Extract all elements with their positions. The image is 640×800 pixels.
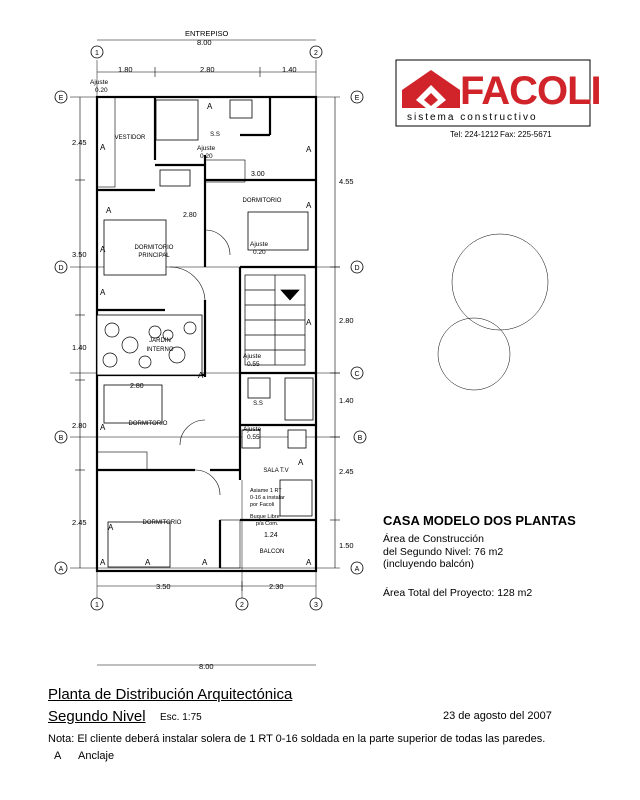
axis-e-left: E (58, 95, 64, 102)
room-label-dormitorio-2: DORMITORIO (128, 421, 168, 427)
anchor-mark: A (100, 245, 106, 254)
axis-c-right: C (354, 371, 360, 378)
dim-top-2: 2.80 (200, 65, 215, 74)
ajuste-value-1: 0.20 (95, 87, 108, 94)
brand-phone: Tel: 224-1212 (450, 130, 499, 139)
anchor-mark: A (202, 558, 208, 567)
drawing-note: Nota: El cliente deberá instalar solera de 1 RT 0-16 soldada en la parte superior de todas las paredes. (48, 733, 546, 745)
inner-dim-300: 3.00 (251, 171, 265, 178)
garden-area (97, 315, 202, 375)
room-label-ss-upper: S.S (210, 132, 220, 138)
axis-a-right: A (354, 566, 360, 573)
brand-fax: Fax: 225-5671 (500, 130, 552, 139)
ajuste-label-4: Ajuste (243, 353, 262, 360)
dim-overall-value: 8.00 (197, 38, 212, 47)
anchor-mark: A (108, 523, 114, 532)
dim-right-2: 2.80 (339, 316, 354, 325)
ajuste-value-2: 0.20 (200, 153, 213, 160)
dim-overall-label: ENTREPISO (185, 29, 229, 38)
room-label-sala-tv: SALA T.V (263, 468, 289, 474)
anchor-mark: A (100, 288, 106, 297)
anchor-mark: A (306, 318, 312, 327)
dim-right-4: 2.45 (339, 467, 354, 476)
room-label-ss-lower: S.S (253, 401, 263, 407)
room-label-dormitorio-1: DORMITORIO (242, 198, 282, 204)
annotation-line-1: Asiame 1 RT (250, 488, 282, 494)
room-label-jardin: JARDIN (149, 338, 171, 344)
axis-2-bottom: 2 (240, 602, 244, 609)
anchor-mark: A (198, 371, 204, 380)
dim-bottom-overall: 8.00 (199, 662, 214, 671)
project-total-area: Área Total del Proyecto: 128 m2 (383, 587, 533, 599)
anchor-mark: A (298, 458, 304, 467)
anchor-mark: A (306, 201, 312, 210)
dim-bottom-2: 2.30 (269, 582, 284, 591)
anchor-mark: A (306, 145, 312, 154)
room-label-interno: INTERNO (146, 347, 174, 353)
annotation-line-5: p/a Com. (256, 521, 279, 527)
room-label-dormitorio-3: DORMITORIO (142, 520, 182, 526)
dim-left-2: 3.50 (72, 250, 87, 259)
project-info-line-1: Área de Construcción (383, 533, 484, 545)
project-info-line-2: del Segundo Nivel: 76 m2 (383, 545, 504, 558)
dim-right-1: 4.55 (339, 177, 354, 186)
axis-1-bottom: 1 (95, 602, 99, 609)
dim-right-3: 1.40 (339, 396, 354, 405)
room-label-vestidor: VESTIDOR (114, 135, 146, 141)
ajuste-label-5: Ajuste (243, 426, 262, 433)
anchor-mark: A (145, 558, 151, 567)
brand-name: FACOLI (460, 69, 601, 113)
anchor-mark: A (100, 143, 106, 152)
ajuste-label-3: Ajuste (250, 241, 269, 248)
drawing-date: 23 de agosto del 2007 (443, 710, 552, 722)
project-title: CASA MODELO DOS PLANTAS (383, 513, 576, 528)
axis-a-left: A (58, 566, 64, 573)
axis-2-top: 2 (314, 50, 318, 57)
dim-left-4: 2.80 (72, 421, 87, 430)
inner-dim-280-lower: 2.80 (130, 383, 144, 390)
anchor-mark: A (106, 206, 112, 215)
tree-symbols (438, 234, 548, 390)
anchor-mark: A (100, 558, 106, 567)
stairs (245, 275, 305, 365)
axis-d-right: D (354, 265, 360, 272)
drawing-title: Planta de Distribución Arquitectónica (48, 686, 293, 703)
inner-dim-280-upper: 2.80 (183, 212, 197, 219)
annotation-line-2: 0-16 a instalar (250, 495, 285, 501)
anchor-mark: A (306, 558, 312, 567)
project-info (383, 533, 503, 571)
axis-1-top: 1 (95, 50, 99, 57)
legend-key: A (54, 750, 62, 762)
dim-top-3: 1.40 (282, 65, 297, 74)
ajuste-label-1: Ajuste (90, 79, 109, 86)
ajuste-value-5: 0.55 (247, 434, 260, 441)
project-info-line-3: (incluyendo balcón) (383, 558, 475, 570)
legend-value: Anclaje (78, 750, 115, 762)
dim-top-1: 1.80 (118, 65, 133, 74)
axis-3-bottom: 3 (314, 602, 318, 609)
room-label-principal: PRINCIPAL (138, 253, 170, 259)
dim-right-5: 1.50 (339, 541, 354, 550)
axis-b-left: B (58, 435, 64, 442)
axis-e-right: E (354, 95, 360, 102)
ajuste-value-4: 0.55 (247, 361, 260, 368)
ajuste-value-3: 0.20 (253, 249, 266, 256)
dim-bottom-1: 3.50 (156, 582, 171, 591)
drawing-scale: Esc. 1:75 (160, 712, 202, 723)
anchor-mark: A (207, 102, 213, 111)
axis-b-right: B (357, 435, 363, 442)
annotation-line-3: por Facoli (250, 502, 275, 508)
drawing-subtitle: Segundo Nivel (48, 708, 146, 725)
axis-d-left: D (58, 265, 64, 272)
dim-left-1: 2.45 (72, 138, 87, 147)
ajuste-label-2: Ajuste (197, 145, 216, 152)
inner-dim-124: 1.24 (264, 532, 278, 539)
room-label-dormitorio-principal: DORMITORIO (134, 245, 174, 251)
room-label-balcon: BALCON (259, 549, 285, 555)
anchor-mark: A (100, 423, 106, 432)
annotation-line-4: Buque Libre (250, 514, 280, 520)
dim-left-5: 2.45 (72, 518, 87, 527)
brand-tagline: sistema constructivo (407, 112, 538, 123)
dim-left-3: 1.40 (72, 343, 87, 352)
